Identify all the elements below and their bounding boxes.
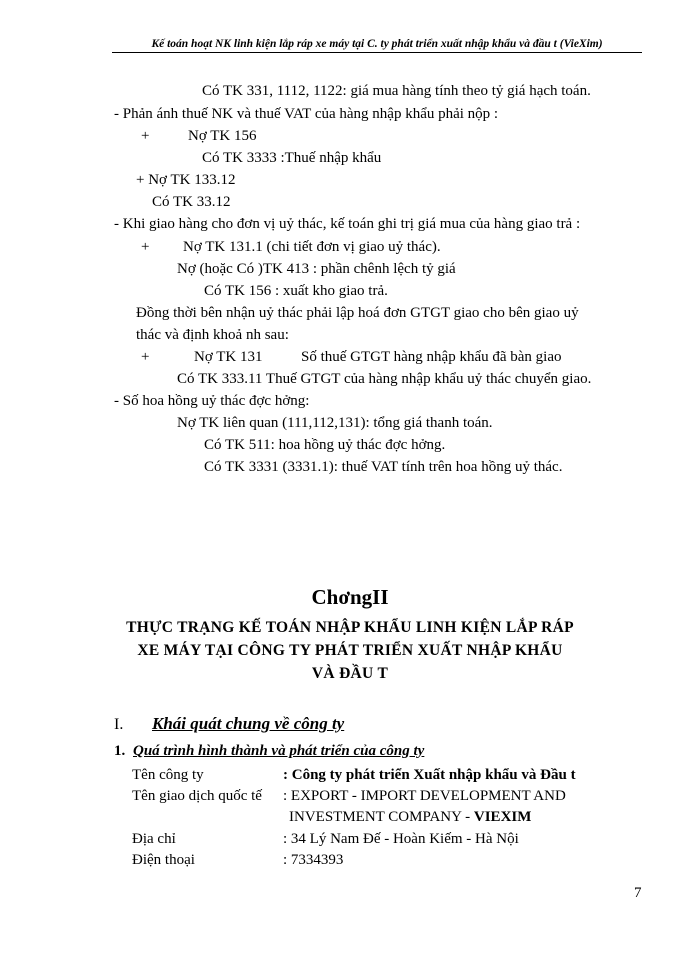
running-header: Kế toán hoạt NK linh kiện lắp ráp xe máy tại C. ty phát triển xuất nhập khẩu và đầu t (VieXim) [112,38,642,53]
subsection-number: 1. [114,743,126,759]
subsection-title: Quá trình hình thành và phát triển của công ty [133,743,425,759]
body-line: Nợ TK liên quan (111,112,131): tổng giá thanh toán. [177,415,493,431]
body-line: Nợ (hoặc Có )TK 413 : phần chênh lệch tỷ giá [177,261,456,277]
chapter-title-line: XE MÁY TẠI CÔNG TY PHÁT TRIỂN XUẤT NHẬP KHẨU [137,642,563,659]
body-line: Đồng thời bên nhận uỷ thác phải lập hoá đơn GTGT giao cho bên giao uỷ [136,305,579,321]
chapter-title-line: VÀ ĐẦU T [311,665,389,682]
body-line: + Nợ TK 133.12 [136,172,236,188]
page-number: 7 [634,885,642,901]
body-line: thác và định khoả nh sau: [136,327,289,343]
section-title: Khái quát chung về công ty [152,714,345,733]
body-line: Có TK 331, 1112, 1122: giá mua hàng tính theo tỷ giá hạch toán. [202,83,591,99]
info-value: : Công ty phát triển Xuất nhập khẩu và Đầu t [283,767,576,783]
body-line: Có TK 333.11 Thuế GTGT của hàng nhập khẩu uỷ thác chuyển giao. [177,371,592,387]
chapter-heading: ChơngII [311,585,389,609]
body-line: Số thuế GTGT hàng nhập khẩu đã bàn giao [301,349,562,365]
info-value-part: INVESTMENT COMPANY - [289,809,474,825]
plus-marker: + [141,128,150,144]
body-line: Có TK 3333 :Thuế nhập khẩu [202,150,382,166]
body-line: Nợ TK 131 [194,349,263,365]
info-value: : 7334393 [283,852,344,868]
info-value: : EXPORT - IMPORT DEVELOPMENT AND [283,788,566,804]
info-value: : 34 Lý Nam Đế - Hoàn Kiếm - Hà Nội [283,831,519,847]
info-value-bold: VIEXIM [473,809,532,825]
body-line: - Khi giao hàng cho đơn vị uỷ thác, kế toán ghi trị giá mua của hàng giao trả : [114,216,581,232]
plus-marker: + [141,349,150,365]
body-line: Có TK 511: hoa hồng uỷ thác đợc hởng. [204,437,446,453]
body-line: Nợ TK 156 [188,128,257,144]
plus-marker: + [141,239,150,255]
chapter-title-line: THỰC TRẠNG KẾ TOÁN NHẬP KHẨU LINH KIỆN LẮP RÁP [126,619,574,636]
body-line: Nợ TK 131.1 (chi tiết đơn vị giao uỷ thác). [183,239,441,255]
info-label: Tên công ty [132,767,204,783]
info-label: Tên giao dịch quốc tế [132,788,262,804]
info-label: Địa chỉ [132,831,176,847]
info-value [289,808,531,826]
section-number: I. [114,716,124,733]
info-label: Điện thoại [132,852,195,868]
body-line: - Số hoa hồng uỷ thác đợc hởng: [114,393,310,409]
body-line: Có TK 33.12 [152,194,231,210]
body-line: Có TK 156 : xuất kho giao trả. [204,283,388,299]
body-line: - Phản ánh thuế NK và thuế VAT của hàng nhập khẩu phải nộp : [114,106,499,122]
body-line: Có TK 3331 (3331.1): thuế VAT tính trên hoa hồng uỷ thác. [204,459,563,475]
